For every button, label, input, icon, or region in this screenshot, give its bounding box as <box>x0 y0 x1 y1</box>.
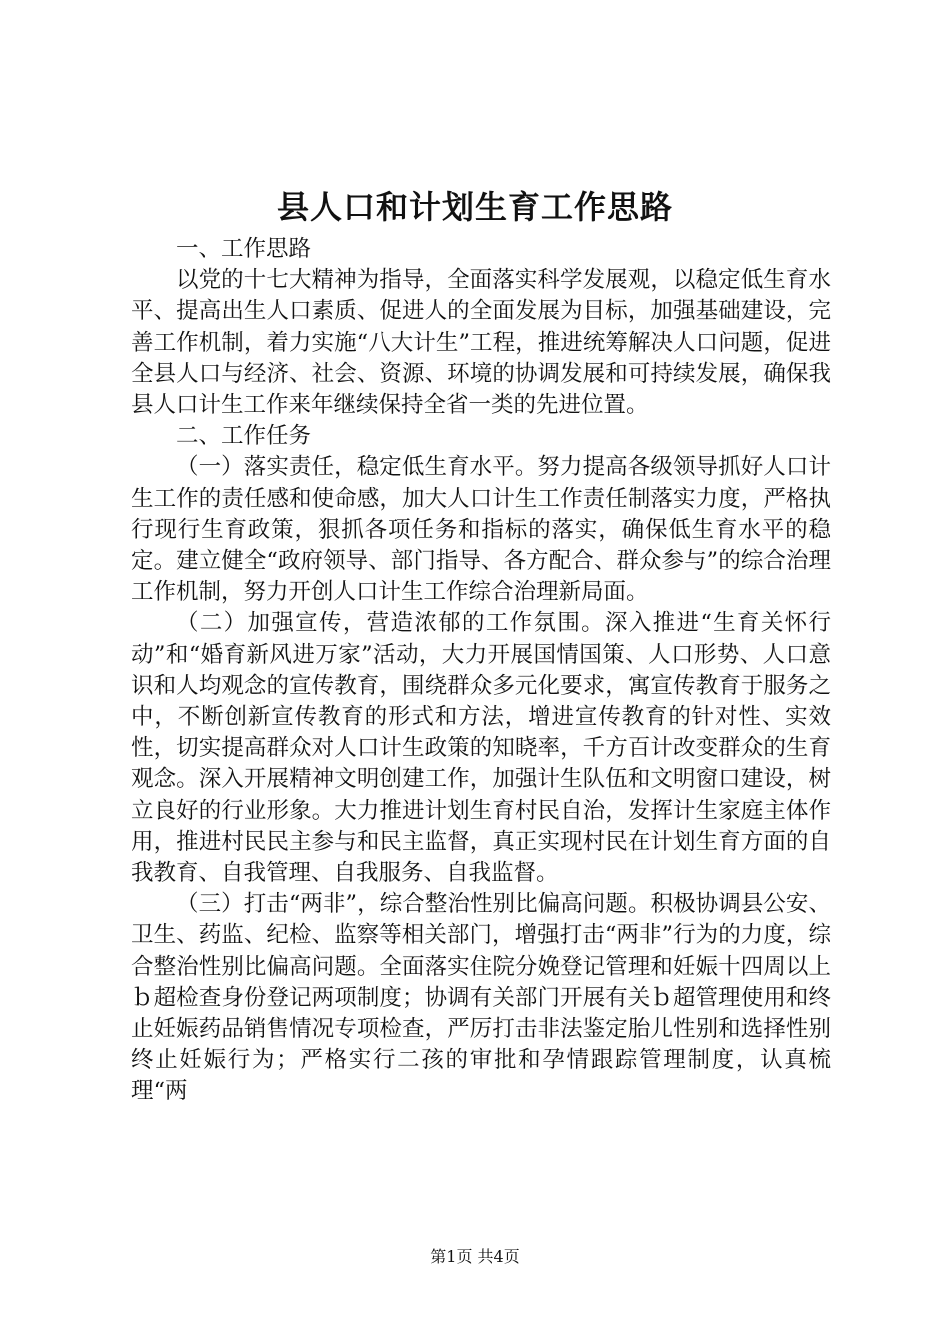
paragraph: 以党的十七大精神为指导，全面落实科学发展观，以稳定低生育水平、提高出生人口素质、促进人的全面发展为目标，加强基础建设，完善工作机制，着力实施“八大计生”工程，推进统筹解决人口问题，促进全县人口与经济、社会、资源、环境的协调发展和可持续发展，确保我县人口计生工作来年继续保持全省一类的先进位置。 <box>131 267 831 419</box>
document-title: 县人口和计划生育工作思路 <box>276 188 673 226</box>
document-body <box>131 234 831 1108</box>
paragraph: （二）加强宣传，营造浓郁的工作氛围。深入推进“生育关怀行动”和“婚育新风进万家”活动，大力开展国情国策、人口形势、人口意识和人均观念的宣传教育，围绕群众多元化要求，寓宣传教育于服务之中，不断创新宣传教育的形式和方法，增进宣传教育的针对性、实效性，切实提高群众对人口计生政策的知晓率，千方百计改变群众的生育观念。深入开展精神文明创建工作，加强计生队伍和文明窗口建设，树立良好的行业形象。大力推进计划生育村民自治，发挥计生家庭主体作用，推进村民民主参与和民主监督，真正实现村民在计划生育方面的自我教育、自我管理、自我服务、自我监督。 <box>131 610 831 887</box>
section-heading: 二、工作任务 <box>176 423 312 450</box>
page-footer: 第1页 共4页 <box>430 1247 520 1266</box>
paragraph: （三）打击“两非”，综合整治性别比偏高问题。积极协调县公安、卫生、药监、纪检、监察等相关部门，增强打击“两非”行为的力度，综合整治性别比偏高问题。全面落实住院分娩登记管理和妊娠十四周以上ｂ超检查身份登记两项制度；协调有关部门开展有关ｂ超管理使用和终止妊娠药品销售情况专项检查，严厉打击非法鉴定胎儿性别和选择性别终止妊娠行为；严格实行二孩的审批和孕情跟踪管理制度，认真梳理“两 <box>131 891 831 1105</box>
paragraph: （一）落实责任，稳定低生育水平。努力提高各级领导抓好人口计生工作的责任感和使命感，加大人口计生工作责任制落实力度，严格执行现行生育政策，狠抓各项任务和指标的落实，确保低生育水平的稳定。建立健全“政府领导、部门指导、各方配合、群众参与”的综合治理工作机制，努力开创人口计生工作综合治理新局面。 <box>131 454 831 606</box>
section-heading: 一、工作思路 <box>176 236 312 262</box>
